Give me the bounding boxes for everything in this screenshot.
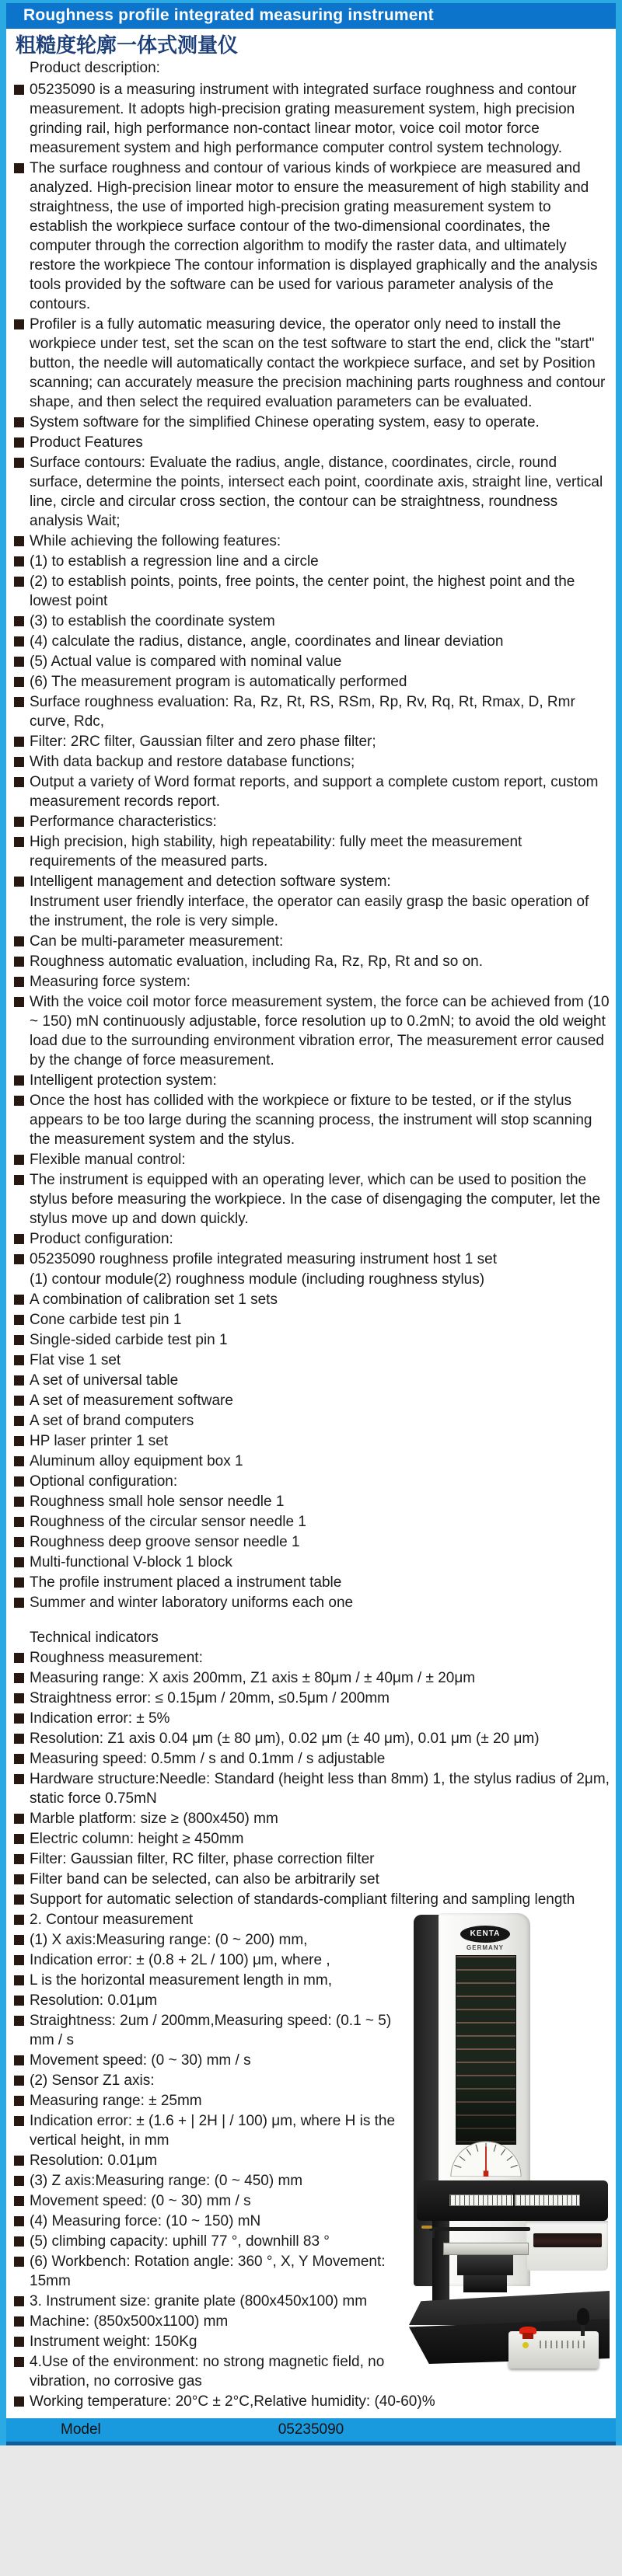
list-item-text: Roughness deep groove sensor needle 1: [30, 1534, 300, 1550]
bullet-square-icon: [14, 757, 24, 767]
list-item: [12, 892, 610, 931]
list-item: [12, 1553, 610, 1572]
bullet-square-icon: [14, 636, 24, 647]
bullet-square-icon: [14, 2296, 24, 2306]
list-item-text: Intelligent management and detection software system:: [30, 873, 391, 890]
page-title-en: Roughness profile integrated measuring instrument: [23, 6, 434, 24]
list-item: [12, 1532, 610, 1552]
model-label: Model: [61, 2421, 101, 2438]
bullet-square-icon: [14, 2216, 24, 2226]
bullet-square-icon: [14, 1355, 24, 1365]
bullet-square-icon: [14, 1375, 24, 1386]
bullet-square-icon: [14, 877, 24, 887]
bullet-square-icon: [14, 2316, 24, 2327]
bullet-square-icon: [14, 2396, 24, 2407]
bullet-square-icon: [14, 1598, 24, 1608]
bullet-square-icon: [14, 1075, 24, 1086]
list-item-text: Profiler is a fully automatic measuring device, the operator only need to install the workpiece under test, set the scan on the test software to start the end, click the "start" button, the needle will automatically contact the workpiece surface, and set by Position scanning; can accurately measure the precision machining parts roughness and contour shape, and then select the required evaluation parameters can be evaluated.: [30, 316, 610, 410]
list-item-text: While achieving the following features:: [30, 533, 281, 549]
list-item-text: (3) to establish the coordinate system: [30, 613, 275, 629]
list-item: [12, 1870, 610, 1889]
list-item: [12, 1270, 610, 1289]
list-item-text: (1) to establish a regression line and a circle: [30, 553, 319, 570]
list-item-text: Flat vise 1 set: [30, 1352, 121, 1368]
list-item: [12, 1512, 610, 1532]
bullet-square-icon: [14, 2156, 24, 2166]
list-item-text: Summer and winter laboratory uniforms each one: [30, 1595, 354, 1611]
list-item-text: Roughness automatic evaluation, including Ra, Rz, Rp, Rt and so on.: [30, 953, 483, 970]
list-item-text: Indication error: ± 5%: [30, 1710, 170, 1727]
list-item: [12, 1769, 614, 1808]
bullet-list-contour: [12, 1910, 610, 2411]
bullet-square-icon: [14, 163, 24, 173]
list-item-text: (4) Measuring force: (10 ~ 150) mN: [30, 2213, 261, 2229]
list-item-text: Resolution: 0.01μm: [30, 2152, 158, 2169]
bullet-square-icon: [14, 997, 24, 1007]
list-item: [12, 1890, 610, 1909]
list-item-text: Marble platform: size ≥ (800x450) mm: [30, 1811, 278, 1827]
list-item: [12, 1593, 610, 1612]
list-item-text: With data backup and restore database functions;: [30, 754, 355, 770]
bullet-square-icon: [14, 977, 24, 987]
bullet-square-icon: [14, 1935, 24, 1945]
list-item-text: Technical indicators: [30, 1630, 159, 1646]
list-item: [12, 552, 610, 571]
bullet-square-icon: [14, 458, 24, 468]
bullet-square-icon: [14, 2236, 24, 2247]
list-item: [12, 1729, 610, 1748]
list-item-text: Hardware structure:Needle: Standard (height less than 8mm) 1, the stylus radius of 2μm, static force 0.75mN: [30, 1771, 614, 1807]
list-item: [12, 732, 610, 751]
bullet-square-icon: [14, 1734, 24, 1744]
list-item: [12, 1971, 610, 1990]
brand-country-label: GERMANY: [466, 1944, 504, 1951]
list-item: [12, 612, 610, 631]
list-item: [12, 632, 610, 651]
list-item: [12, 1628, 610, 1647]
list-item-text: Movement speed: (0 ~ 30) mm / s: [30, 2193, 251, 2209]
list-item-text: A set of brand computers: [30, 1413, 194, 1429]
bullet-square-icon: [14, 1774, 24, 1784]
list-item-text: Measuring range: ± 25mm: [30, 2093, 202, 2109]
list-item: [12, 652, 610, 671]
list-item-text: Working temperature: 20°C ± 2°C,Relative humidity: (40-60)%: [30, 2393, 435, 2410]
list-item: [12, 832, 610, 871]
list-item: [12, 1991, 610, 2010]
list-item: [12, 1668, 610, 1688]
list-item: [12, 2292, 610, 2311]
list-item-text: 2. Contour measurement: [30, 1912, 194, 1928]
list-item: [12, 1150, 610, 1169]
list-item-text: Product configuration:: [30, 1231, 173, 1247]
bullet-square-icon: [14, 677, 24, 687]
list-item-text: Measuring range: X axis 200mm, Z1 axis ± 80μm / ± 40μm / ± 20μm: [30, 1670, 476, 1686]
list-item-text: (6) Workbench: Rotation angle: 360 °, X, Y Movement: 15mm: [30, 2254, 390, 2289]
list-item: [12, 1371, 610, 1390]
bullet-square-icon: [14, 1754, 24, 1764]
footer-strip: [6, 2442, 616, 2445]
bullet-square-icon: [14, 2055, 24, 2065]
bullet-square-icon: [14, 1814, 24, 1824]
list-item: [12, 1170, 610, 1229]
list-item: [12, 1849, 610, 1869]
bullet-square-icon: [14, 1254, 24, 1264]
list-item: [12, 572, 610, 611]
list-item: [12, 772, 610, 811]
list-item-text: 3. Instrument size: granite plate (800x450x100) mm: [30, 2293, 368, 2309]
list-item: [12, 433, 610, 452]
list-item: [12, 2111, 610, 2150]
bullet-square-icon: [14, 1996, 24, 2006]
list-item-text: Flexible manual control:: [30, 1152, 186, 1168]
list-item: [12, 2051, 610, 2070]
list-item: [12, 1472, 610, 1491]
list-item-text: Intelligent protection system:: [30, 1072, 217, 1089]
bullet-square-icon: [14, 2337, 24, 2347]
bullet-square-icon: [14, 1335, 24, 1345]
list-item: [12, 952, 610, 971]
list-item-text: (5) Actual value is compared with nominal value: [30, 654, 342, 670]
list-item: [12, 413, 610, 432]
list-item-text: Roughness of the circular sensor needle 1: [30, 1514, 306, 1530]
list-item: [12, 1250, 610, 1269]
list-item-text: A set of universal table: [30, 1372, 179, 1389]
bullet-square-icon: [14, 2196, 24, 2206]
bullet-square-icon: [14, 1096, 24, 1106]
list-item-text: HP laser printer 1 set: [30, 1433, 169, 1449]
bullet-square-icon: [14, 417, 24, 427]
list-item: [12, 752, 610, 772]
list-item-text: Instrument weight: 150Kg: [30, 2334, 197, 2350]
bullet-square-icon: [14, 737, 24, 747]
list-item: [12, 1431, 610, 1451]
list-item: [12, 2151, 610, 2170]
bullet-square-icon: [14, 1975, 24, 1985]
list-item: [12, 1452, 610, 1471]
list-item: [12, 453, 610, 531]
bullet-square-icon: [14, 437, 24, 448]
list-item-text: (1) X axis:Measuring range: (0 ~ 200) mm,: [30, 1932, 308, 1948]
bullet-square-icon: [14, 936, 24, 946]
bullet-square-icon: [14, 1175, 24, 1185]
bullet-square-icon: [14, 2257, 24, 2267]
list-item-text: Resolution: Z1 axis 0.04 μm (± 80 μm), 0.02 μm (± 40 μm), 0.01 μm (± 20 μm): [30, 1731, 540, 1747]
list-item-text: Roughness measurement:: [30, 1650, 203, 1666]
list-item: [12, 2091, 610, 2111]
list-item: [12, 1648, 610, 1668]
bullet-square-icon: [14, 1436, 24, 1446]
list-item-text: 05235090 is a measuring instrument with integrated surface roughness and contour measurement. It adopts high-precision grating measurement system, high precision grinding rail, high performance non-contact linear motor, voice coil motor force measurement system and high performance computer control system technology.: [30, 82, 581, 156]
list-item: [12, 1492, 610, 1511]
bullet-square-icon: [14, 1456, 24, 1466]
list-item-text: The profile instrument placed a instrument table: [30, 1574, 342, 1591]
list-item: [12, 672, 610, 692]
list-item-text: 4.Use of the environment: no strong magnetic field, no vibration, no corrosive gas: [30, 2354, 389, 2390]
bullet-square-icon: [14, 777, 24, 787]
bullet-square-icon: [14, 657, 24, 667]
list-item-text: 05235090 roughness profile integrated measuring instrument host 1 set: [30, 1251, 497, 1267]
list-item-text: With the voice coil motor force measurement system, the force can be achieved from (10 ~ 150) mN continuously adjustable, force resolution up to 0.2mN; to avoid the old weight load due to the surrounding environment vibration error, The measurement error caused by the change of force measurement.: [30, 994, 613, 1068]
bullet-square-icon: [14, 1834, 24, 1844]
list-item: [12, 1689, 610, 1708]
bullet-square-icon: [14, 1854, 24, 1864]
list-item-text: (2) Sensor Z1 axis:: [30, 2072, 155, 2089]
list-item: [12, 2191, 610, 2211]
bullet-square-icon: [14, 1955, 24, 1965]
list-item-text: Filter: Gaussian filter, RC filter, phase correction filter: [30, 1851, 375, 1867]
list-item: [12, 2071, 610, 2090]
brand-badge: KENTA: [460, 1926, 510, 1943]
list-item: [12, 2232, 610, 2251]
list-item-text: Roughness small hole sensor needle 1: [30, 1494, 285, 1510]
list-item: [12, 1930, 610, 1950]
list-item-text: (6) The measurement program is automatically performed: [30, 674, 407, 690]
list-item: [12, 2212, 610, 2231]
bullet-square-icon: [14, 2016, 24, 2026]
bullet-square-icon: [14, 556, 24, 566]
list-item-text: High precision, high stability, high repeatability: fully meet the measurement requirements of the measured parts.: [30, 834, 526, 870]
list-item-text: Multi-functional V-block 1 block: [30, 1554, 232, 1570]
list-item-text: Indication error: ± (0.8 + 2L / 100) μm, where ,: [30, 1952, 330, 1968]
list-item-text: Instrument user friendly interface, the operator can easily grasp the basic operation of the instrument, the role is very simple.: [30, 894, 593, 929]
product-description-label: Product description:: [30, 60, 160, 76]
list-item: [12, 1071, 610, 1090]
bullet-square-icon: [14, 1517, 24, 1527]
page-title-zh: 粗糙度轮廓一体式测量仪: [16, 33, 239, 57]
list-item: [12, 932, 610, 951]
bullet-square-icon: [14, 2096, 24, 2106]
list-item: [12, 1573, 610, 1592]
list-item: [12, 2011, 610, 2050]
list-item-text: Support for automatic selection of standards-compliant filtering and sampling length: [30, 1891, 575, 1908]
list-item: [12, 1091, 610, 1149]
list-item: [12, 1310, 610, 1330]
bullet-square-icon: [14, 536, 24, 546]
bullet-square-icon: [14, 817, 24, 827]
model-value: 05235090: [278, 2421, 344, 2438]
bullet-square-icon: [14, 1476, 24, 1487]
list-item-text: Indication error: ± (1.6 + | 2H | / 100) μm, where H is the vertical height, in mm: [30, 2113, 400, 2149]
list-item-text: Resolution: 0.01μm: [30, 1992, 158, 2009]
bullet-square-icon: [14, 2116, 24, 2126]
list-item-text: (1) contour module(2) roughness module (including roughness stylus): [30, 1271, 485, 1288]
list-item-text: Product Features: [30, 434, 143, 451]
list-item: [12, 1391, 610, 1410]
bullet-square-icon: [14, 616, 24, 626]
bullet-square-icon: [14, 1416, 24, 1426]
list-item: [12, 1809, 610, 1828]
list-item-text: Once the host has collided with the workpiece or fixture to be tested, or if the stylus appears to be too large during the scanning process, the instrument will stop scanning the measurement system and the stylus.: [30, 1093, 596, 1148]
list-item-text: The instrument is equipped with an operating lever, which can be used to position the stylus before measuring the workpiece. In the case of disengaging the computer, let the stylus move up and down quickly.: [30, 1172, 605, 1227]
list-item: [12, 1709, 610, 1728]
bullet-square-icon: [14, 1713, 24, 1724]
list-item-text: Measuring speed: 0.5mm / s and 0.1mm / s adjustable: [30, 1751, 386, 1767]
bullet-square-icon: [14, 1673, 24, 1683]
bullet-square-icon: [14, 1874, 24, 1884]
list-item: [12, 80, 610, 158]
list-item: [12, 812, 610, 831]
list-item: [12, 1749, 610, 1769]
list-item: [12, 1950, 610, 1970]
bullet-square-icon: [14, 577, 24, 587]
list-item-text: System software for the simplified Chinese operating system, easy to operate.: [30, 414, 540, 430]
bullet-square-icon: [14, 837, 24, 847]
list-item: [12, 1910, 610, 1929]
bullet-square-icon: [14, 2076, 24, 2086]
bullet-square-icon: [14, 1653, 24, 1663]
list-item: [12, 2352, 610, 2391]
list-item-text: Filter: 2RC filter, Gaussian filter and zero phase filter;: [30, 734, 376, 750]
list-item-text: Electric column: height ≥ 450mm: [30, 1831, 244, 1847]
list-item: [12, 1829, 610, 1849]
bullet-square-icon: [14, 1155, 24, 1165]
list-item: [12, 315, 610, 412]
bullet-square-icon: [14, 1915, 24, 1925]
list-item-text: Can be multi-parameter measurement:: [30, 933, 284, 950]
list-item: [12, 1411, 610, 1431]
list-item-text: Straightness: 2um / 200mm,Measuring speed: (0.1 ~ 5) mm / s: [30, 2013, 396, 2048]
bullet-square-icon: [14, 1577, 24, 1588]
bullet-square-icon: [14, 85, 24, 95]
list-item: [12, 2332, 610, 2351]
bullet-square-icon: [14, 957, 24, 967]
model-footer: [6, 2418, 616, 2442]
list-item: [12, 992, 613, 1070]
content-area: [6, 33, 616, 2412]
list-item-text: Surface roughness evaluation: Ra, Rz, Rt, RS, RSm, Rp, Rv, Rq, Rt, Rmax, D, Rmr curve, Rdc,: [30, 694, 580, 730]
list-item-text: Filter band can be selected, can also be arbitrarily set: [30, 1871, 379, 1888]
bullet-list-main: [12, 80, 614, 1909]
list-item: [12, 159, 610, 314]
page-header: [6, 3, 616, 29]
bullet-square-icon: [14, 319, 24, 329]
bullet-square-icon: [14, 2357, 24, 2367]
bullet-square-icon: [14, 697, 24, 707]
list-item: [12, 972, 610, 992]
bullet-square-icon: [14, 1234, 24, 1244]
contour-section: [12, 1910, 610, 2411]
bullet-square-icon: [14, 1396, 24, 1406]
list-item-text: (5) climbing capacity: uphill 77 °, downhill 83 °: [30, 2233, 330, 2250]
list-item: [12, 532, 610, 551]
list-item-text: Output a variety of Word format reports, and support a complete custom report, custom measurement records report.: [30, 774, 603, 810]
list-item-text: Movement speed: (0 ~ 30) mm / s: [30, 2052, 251, 2069]
list-item: [12, 872, 610, 891]
list-item: [12, 1330, 610, 1350]
bullet-square-icon: [14, 1693, 24, 1703]
list-item-text: Optional configuration:: [30, 1473, 178, 1490]
list-item: [12, 692, 610, 731]
bullet-square-icon: [14, 1557, 24, 1567]
bullet-square-icon: [14, 1895, 24, 1905]
list-item-text: The surface roughness and contour of various kinds of workpiece are measured and analyzed. High-precision linear motor to ensure the measurement of high stability and straightness, the use of imported high-precision grating measurement system to establish the workpiece surface contour of the two-dimensional coordinates, the computer through the correction algorithm to modify the raster data, and ultimately restore the workpiece The contour information is displayed graphically and the analysis tools provided by the software can be used for various parameter analysis of the contours.: [30, 160, 602, 312]
list-item-text: Straightness error: ≤ 0.15μm / 20mm, ≤0.5μm / 200mm: [30, 1690, 390, 1706]
list-item-text: Aluminum alloy equipment box 1: [30, 1453, 243, 1469]
bullet-square-icon: [14, 1315, 24, 1325]
list-item-text: Surface contours: Evaluate the radius, angle, distance, coordinates, circle, round surface, determine the points, intersect each point, coordinate axis, straight line, vertical line, circle and circular cross section, the contour can be straightness, roundness analysis Wait;: [30, 455, 607, 529]
list-item-text: Performance characteristics:: [30, 814, 217, 830]
list-item-text: (3) Z axis:Measuring range: (0 ~ 450) mm: [30, 2173, 303, 2189]
list-item: [12, 1290, 610, 1309]
list-item-text: Single-sided carbide test pin 1: [30, 1332, 228, 1348]
list-item: [12, 2392, 610, 2411]
bullet-square-icon: [14, 2176, 24, 2186]
bullet-square-icon: [14, 1295, 24, 1305]
footer-spacer: [6, 2412, 616, 2418]
list-item: [12, 2171, 610, 2191]
list-item-text: (4) calculate the radius, distance, angle, coordinates and linear deviation: [30, 633, 504, 650]
list-item-text: Machine: (850x500x1100) mm: [30, 2313, 229, 2330]
list-item: [12, 2252, 610, 2291]
list-item-text: A combination of calibration set 1 sets: [30, 1291, 278, 1308]
list-item: [12, 1351, 610, 1370]
bullet-square-icon: [14, 1537, 24, 1547]
list-item-text: L is the horizontal measurement length in mm,: [30, 1972, 332, 1989]
list-item-text: Cone carbide test pin 1: [30, 1312, 182, 1328]
list-item-text: A set of measurement software: [30, 1393, 233, 1409]
list-item: [12, 2312, 610, 2331]
bullet-square-icon: [14, 1497, 24, 1507]
list-item-text: Measuring force system:: [30, 974, 190, 990]
list-item: [12, 1229, 610, 1249]
list-item-text: (2) to establish points, points, free points, the center point, the highest point and the lowest point: [30, 573, 579, 609]
